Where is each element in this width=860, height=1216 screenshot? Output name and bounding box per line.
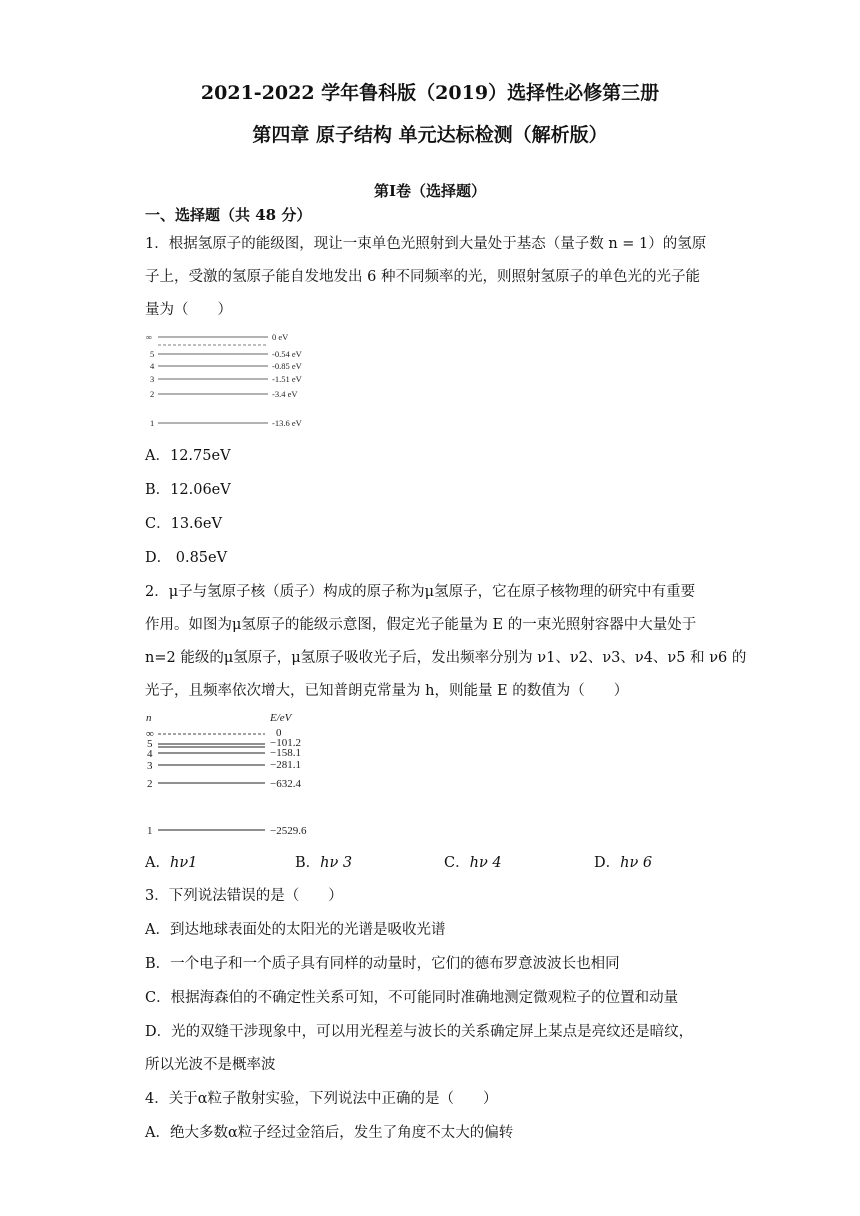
- level-n-4: 4: [150, 361, 155, 371]
- q1-option-c: C．13.6eV: [145, 516, 222, 532]
- level-n-inf: ∞: [146, 332, 153, 342]
- q3-stem: 3．下列说法错误的是（ ）: [145, 888, 343, 904]
- q3-option-d-line2: 所以光波不是概率波: [145, 1057, 276, 1073]
- q2-option-c-value: hν 4: [469, 855, 502, 871]
- document-title-line1: 2021-2022 学年鲁科版（2019）选择性必修第三册: [200, 82, 660, 104]
- mu-level-n-1: 1: [147, 825, 153, 837]
- q1-option-d: D． 0.85eV: [145, 550, 228, 566]
- volume-heading: 第Ⅰ卷（选择题）: [373, 182, 487, 200]
- q2-option-a-value: hν1: [169, 855, 198, 871]
- diagram-n-header: n: [146, 712, 152, 724]
- q3-option-a: A．到达地球表面处的太阳光的光谱是吸收光谱: [145, 922, 446, 938]
- q1-text-line2: 子上，受激的氢原子能自发地发出 6 种不同频率的光，则照射氢原子的单色光的光子能: [145, 269, 700, 285]
- q3-option-b: B．一个电子和一个质子具有同样的动量时，它们的德布罗意波波长也相同: [145, 956, 620, 972]
- q2-option-a: [145, 851, 197, 872]
- q3-option-c: C．根据海森伯的不确定性关系可知，不可能同时准确地测定微观粒子的位置和动量: [145, 990, 679, 1006]
- document-title-line2: 第四章 原子结构 单元达标检测（解析版）: [252, 124, 608, 146]
- mu-level-n-4: 4: [147, 748, 153, 760]
- q2-text-line3: n=2 能级的μ氢原子，μ氢原子吸收光子后，发出频率分别为 ν1、ν2、ν3、ν4、ν5 和 ν6 的: [145, 650, 747, 666]
- q1-option-b: B．12.06eV: [145, 482, 231, 498]
- level-n-5: 5: [150, 349, 155, 359]
- q2-option-b-label: B．: [295, 855, 321, 871]
- mu-level-e-4: −158.1: [270, 747, 301, 759]
- level-n-3: 3: [150, 374, 155, 384]
- q4-stem: 4．关于α粒子散射实验，下列说法中正确的是（ ）: [145, 1091, 498, 1107]
- section-heading: 一、选择题（共 48 分）: [145, 206, 312, 224]
- q1-option-a: A．12.75eV: [145, 448, 231, 464]
- q2-option-b-value: hν 3: [320, 855, 353, 871]
- mu-level-n-2: 2: [147, 778, 153, 790]
- mu-level-e-1: −2529.6: [270, 825, 307, 837]
- level-e-3: -1.51 eV: [272, 374, 302, 384]
- q4-option-a: A．绝大多数α粒子经过金箔后，发生了角度不太大的偏转: [145, 1125, 514, 1141]
- level-e-inf: 0 eV: [272, 332, 289, 342]
- mu-level-e-inf: 0: [276, 727, 282, 739]
- q2-option-d: [594, 851, 652, 872]
- q2-option-c: [444, 851, 502, 872]
- level-n-1: 1: [150, 418, 155, 428]
- level-e-4: -0.85 eV: [272, 361, 302, 371]
- q2-text-line1: 2．μ子与氢原子核（质子）构成的原子称为μ氢原子，它在原子核物理的研究中有重要: [145, 584, 696, 600]
- q2-option-d-label: D．: [594, 855, 621, 871]
- mu-level-e-2: −632.4: [270, 778, 301, 790]
- mu-level-n-3: 3: [147, 760, 153, 772]
- q2-option-c-label: C．: [444, 855, 470, 871]
- level-e-1: -13.6 eV: [272, 418, 302, 428]
- level-e-2: -3.4 eV: [272, 389, 298, 399]
- q1-text-line1: 1．根据氢原子的能级图，现让一束单色光照射到大量处于基态（量子数 n = 1）的氢原: [145, 236, 707, 252]
- mu-level-e-5: −101.2: [270, 737, 301, 749]
- q2-text-line2: 作用。如图为μ氢原子的能级示意图，假定光子能量为 E 的一束光照射容器中大量处于: [145, 617, 697, 633]
- q2-option-a-label: A．: [145, 855, 170, 871]
- mu-level-n-5: 5: [147, 738, 153, 750]
- diagram-e-header: E/eV: [270, 712, 292, 724]
- q2-option-d-value: hν 6: [620, 855, 653, 871]
- q2-option-b: [295, 851, 352, 872]
- mu-level-e-3: −281.1: [270, 759, 301, 771]
- q1-energy-level-diagram: [140, 328, 340, 430]
- level-n-2: 2: [150, 389, 155, 399]
- q2-text-line4: 光子，且频率依次增大，已知普朗克常量为 h，则能量 E 的数值为（ ）: [145, 683, 629, 699]
- q1-text-line3: 量为（ ）: [145, 302, 232, 318]
- q2-energy-level-diagram: [140, 708, 340, 840]
- q3-option-d-line1: D．光的双缝干涉现象中，可以用光程差与波长的关系确定屏上某点是亮纹还是暗纹，: [145, 1024, 694, 1040]
- mu-level-n-inf: ∞: [146, 728, 154, 740]
- level-e-5: -0.54 eV: [272, 349, 302, 359]
